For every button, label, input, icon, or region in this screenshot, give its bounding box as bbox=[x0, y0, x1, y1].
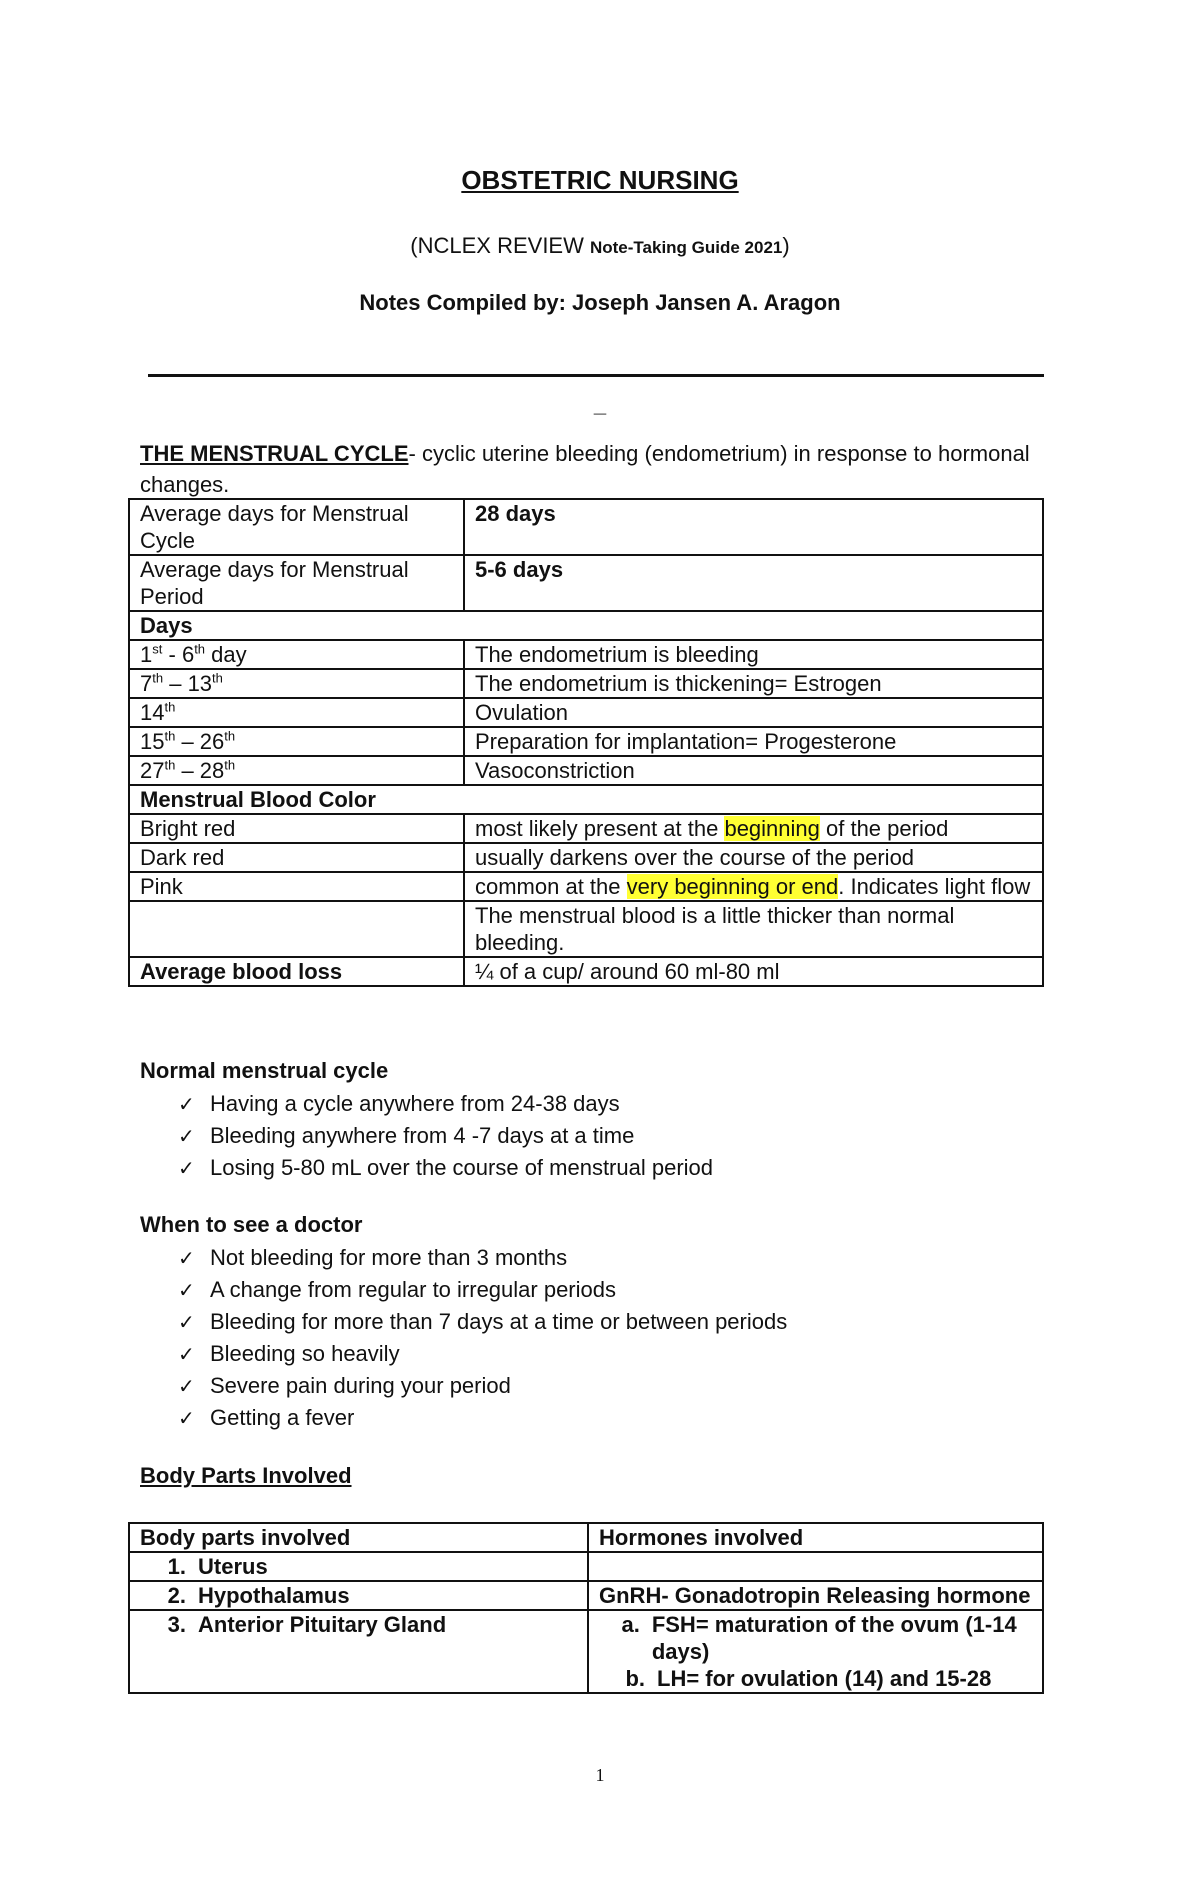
subtitle-small: Note-Taking Guide 2021 bbox=[589, 238, 783, 257]
table-cell: usually darkens over the course of the period bbox=[464, 843, 1043, 872]
table-cell: 5-6 days bbox=[464, 555, 1043, 611]
list-item: ✓ A change from regular to irregular periods bbox=[178, 1274, 787, 1306]
table-cell: most likely present at the beginning of the period bbox=[464, 814, 1043, 843]
checkmark-icon: ✓ bbox=[178, 1406, 195, 1430]
day-description: Ovulation bbox=[464, 698, 1043, 727]
table-cell: Average days for Menstrual Cycle bbox=[129, 499, 464, 555]
section-heading: When to see a doctor bbox=[140, 1212, 363, 1237]
checkmark-icon: ✓ bbox=[178, 1310, 195, 1334]
rule-tail: _ bbox=[593, 392, 607, 417]
list-item: ✓ Bleeding so heavily bbox=[178, 1338, 787, 1370]
menstrual-cycle-table bbox=[128, 498, 1044, 987]
table-cell: Average days for Menstrual Period bbox=[129, 555, 464, 611]
table-row bbox=[129, 669, 1043, 698]
column-header: Body parts involved bbox=[129, 1523, 588, 1552]
highlight: very beginning or end bbox=[626, 874, 839, 899]
table-cell bbox=[588, 1610, 1043, 1693]
page-number: 1 bbox=[595, 1765, 605, 1785]
checkmark-icon: ✓ bbox=[178, 1092, 195, 1116]
list-item: ✓ Bleeding anywhere from 4 -7 days at a time bbox=[178, 1120, 713, 1152]
table-row bbox=[129, 756, 1043, 785]
day-description: The endometrium is bleeding bbox=[464, 640, 1043, 669]
day-description: Preparation for implantation= Progesterone bbox=[464, 727, 1043, 756]
document-subtitle bbox=[0, 233, 1200, 259]
table-row bbox=[129, 698, 1043, 727]
table-cell bbox=[129, 901, 464, 957]
intro-text: - cyclic uterine bleeding (endometrium) in response to hormonal changes. bbox=[140, 441, 1030, 497]
color-header: Menstrual Blood Color bbox=[129, 785, 1043, 814]
subtitle-end: ) bbox=[782, 233, 790, 258]
section-heading: Normal menstrual cycle bbox=[140, 1058, 389, 1083]
body-parts-table bbox=[128, 1522, 1044, 1694]
list-item: ✓ Not bleeding for more than 3 months bbox=[178, 1242, 787, 1274]
table-row bbox=[129, 499, 1043, 555]
checkmark-icon: ✓ bbox=[178, 1124, 195, 1148]
table-row bbox=[129, 957, 1043, 986]
checkmark-icon: ✓ bbox=[178, 1156, 195, 1180]
list-item: ✓ Having a cycle anywhere from 24-38 days bbox=[178, 1088, 713, 1120]
table-cell: Bright red bbox=[129, 814, 464, 843]
table-cell: Pink bbox=[129, 872, 464, 901]
table-row bbox=[129, 611, 1043, 640]
list-item: ✓ Losing 5-80 mL over the course of menstrual period bbox=[178, 1152, 713, 1184]
table-cell: 2. Hypothalamus bbox=[129, 1581, 588, 1610]
table-row bbox=[129, 1610, 1043, 1693]
normal-cycle-section bbox=[140, 1058, 713, 1184]
table-cell: common at the very beginning or end. Indicates light flow bbox=[464, 872, 1043, 901]
highlight: beginning bbox=[724, 816, 820, 841]
menstrual-cycle-intro bbox=[140, 438, 1050, 500]
table-cell: 3. Anterior Pituitary Gland bbox=[129, 1610, 588, 1693]
table-row bbox=[129, 555, 1043, 611]
column-header: Hormones involved bbox=[588, 1523, 1043, 1552]
checklist bbox=[140, 1242, 787, 1434]
list-item: ✓ Getting a fever bbox=[178, 1402, 787, 1434]
table-row bbox=[129, 872, 1043, 901]
table-row bbox=[129, 901, 1043, 957]
day-description: The endometrium is thickening= Estrogen bbox=[464, 669, 1043, 698]
table-cell bbox=[588, 1552, 1043, 1581]
body-parts-heading: Body Parts Involved bbox=[140, 1463, 352, 1488]
day-range: 15th – 26th bbox=[129, 727, 464, 756]
horizontal-rule bbox=[148, 374, 1044, 377]
list-item: b. LH= for ovulation (14) and 15-28 bbox=[625, 1666, 992, 1691]
intro-lead: THE MENSTRUAL CYCLE bbox=[140, 441, 409, 466]
table-row bbox=[129, 640, 1043, 669]
document-title: OBSTETRIC NURSING bbox=[461, 165, 739, 195]
day-range: 27th – 28th bbox=[129, 756, 464, 785]
table-row bbox=[129, 1552, 1043, 1581]
table-row bbox=[129, 785, 1043, 814]
day-range: 7th – 13th bbox=[129, 669, 464, 698]
table-cell: The menstrual blood is a little thicker than normal bleeding. bbox=[464, 901, 1043, 957]
compiled-by: Notes Compiled by: Joseph Jansen A. Aragon bbox=[359, 290, 841, 315]
list-item: ✓ Bleeding for more than 7 days at a time or between periods bbox=[178, 1306, 787, 1338]
checkmark-icon: ✓ bbox=[178, 1246, 195, 1270]
list-item: a. FSH= maturation of the ovum (1-14 days) bbox=[621, 1612, 1017, 1664]
day-range: 1st - 6th day bbox=[129, 640, 464, 669]
checklist bbox=[140, 1088, 713, 1184]
checkmark-icon: ✓ bbox=[178, 1342, 195, 1366]
table-cell: Average blood loss bbox=[129, 957, 464, 986]
table-cell: Dark red bbox=[129, 843, 464, 872]
table-row bbox=[129, 1581, 1043, 1610]
table-cell: 1. Uterus bbox=[129, 1552, 588, 1581]
table-cell: 28 days bbox=[464, 499, 1043, 555]
subtitle-main: (NCLEX REVIEW bbox=[410, 233, 590, 258]
table-row bbox=[129, 814, 1043, 843]
day-range: 14th bbox=[129, 698, 464, 727]
table-row bbox=[129, 727, 1043, 756]
table-row bbox=[129, 843, 1043, 872]
table-cell: GnRH- Gonadotropin Releasing hormone bbox=[588, 1581, 1043, 1610]
day-description: Vasoconstriction bbox=[464, 756, 1043, 785]
days-header: Days bbox=[129, 611, 1043, 640]
checkmark-icon: ✓ bbox=[178, 1278, 195, 1302]
table-row bbox=[129, 1523, 1043, 1552]
checkmark-icon: ✓ bbox=[178, 1374, 195, 1398]
see-doctor-section bbox=[140, 1212, 787, 1434]
table-cell: ¼ of a cup/ around 60 ml-80 ml bbox=[464, 957, 1043, 986]
list-item: ✓ Severe pain during your period bbox=[178, 1370, 787, 1402]
